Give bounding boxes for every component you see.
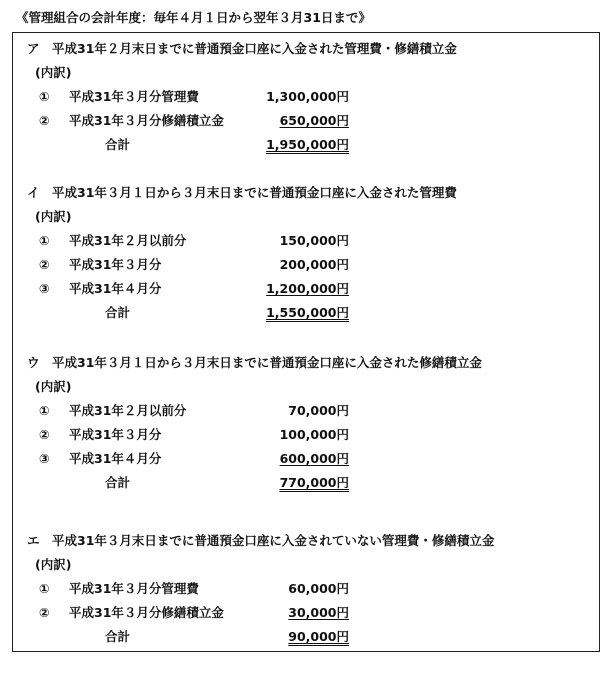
section-u-item-2-amount: 100,000円 xyxy=(279,427,349,442)
section-i-item-2-amount: 200,000円 xyxy=(279,257,349,272)
section-e-item-2-no: ② xyxy=(39,605,50,620)
section-i-item-2-label: 平成31年３月分 xyxy=(69,257,162,272)
section-e-title: エ 平成31年３月末日までに普通預金口座に入金されていない管理費・修繕積立金 xyxy=(27,533,495,548)
section-u-item-2-label: 平成31年３月分 xyxy=(69,427,162,442)
section-i-total-label: 合計 xyxy=(105,305,131,320)
section-u-item-1-no: ① xyxy=(39,403,50,418)
section-a-item-2-amount: 650,000円 xyxy=(279,113,349,128)
section-u-total-amount: 770,000円 xyxy=(279,475,349,490)
section-u-title: ウ 平成31年３月１日から３月末日までに普通預金口座に入金された修繕積立金 xyxy=(27,355,482,370)
section-i-item-1-no: ① xyxy=(39,233,50,248)
section-e-item-2-amount: 30,000円 xyxy=(288,605,349,620)
section-u-item-1-label: 平成31年２月以前分 xyxy=(69,403,187,418)
section-a-breakdown-label: (内訳) xyxy=(35,65,72,80)
section-u-breakdown-label: (内訳) xyxy=(35,379,72,394)
content-box xyxy=(12,32,600,652)
section-u-item-3-no: ③ xyxy=(39,451,50,466)
section-u-item-1-amount: 70,000円 xyxy=(288,403,349,418)
fiscal-year-note: 《管理組合の会計年度：毎年４月１日から翌年３月31日まで》 xyxy=(16,10,371,25)
section-i-title: イ 平成31年３月１日から３月末日までに普通預金口座に入金された管理費 xyxy=(27,185,457,200)
section-a-item-1-amount: 1,300,000円 xyxy=(266,89,349,104)
section-a-title: ア 平成31年２月末日までに普通預金口座に入金された管理費・修繕積立金 xyxy=(27,41,457,56)
section-i-item-2-no: ② xyxy=(39,257,50,272)
section-i-total-amount: 1,550,000円 xyxy=(266,305,349,320)
section-e-item-1-no: ① xyxy=(39,581,50,596)
section-a-item-2-no: ② xyxy=(39,113,50,128)
section-i-item-3-no: ③ xyxy=(39,281,50,296)
section-i-breakdown-label: (内訳) xyxy=(35,209,72,224)
section-e-total-label: 合計 xyxy=(105,629,131,644)
section-e-total-amount: 90,000円 xyxy=(288,629,349,644)
section-i-item-3-amount: 1,200,000円 xyxy=(266,281,349,296)
section-e-item-1-amount: 60,000円 xyxy=(288,581,349,596)
section-a-total-label: 合計 xyxy=(105,137,131,152)
section-e-item-1-label: 平成31年３月分管理費 xyxy=(69,581,199,596)
section-a-total-amount: 1,950,000円 xyxy=(266,137,349,152)
section-u-item-3-amount: 600,000円 xyxy=(279,451,349,466)
section-a-item-1-no: ① xyxy=(39,89,50,104)
section-u-item-2-no: ② xyxy=(39,427,50,442)
section-i-item-1-amount: 150,000円 xyxy=(279,233,349,248)
section-a-item-1-label: 平成31年３月分管理費 xyxy=(69,89,199,104)
section-e-item-2-label: 平成31年３月分修繕積立金 xyxy=(69,605,224,620)
section-i-item-1-label: 平成31年２月以前分 xyxy=(69,233,187,248)
section-u-total-label: 合計 xyxy=(105,475,131,490)
section-i-item-3-label: 平成31年４月分 xyxy=(69,281,162,296)
section-a-item-2-label: 平成31年３月分修繕積立金 xyxy=(69,113,224,128)
section-e-breakdown-label: (内訳) xyxy=(35,557,72,572)
section-u-item-3-label: 平成31年４月分 xyxy=(69,451,162,466)
